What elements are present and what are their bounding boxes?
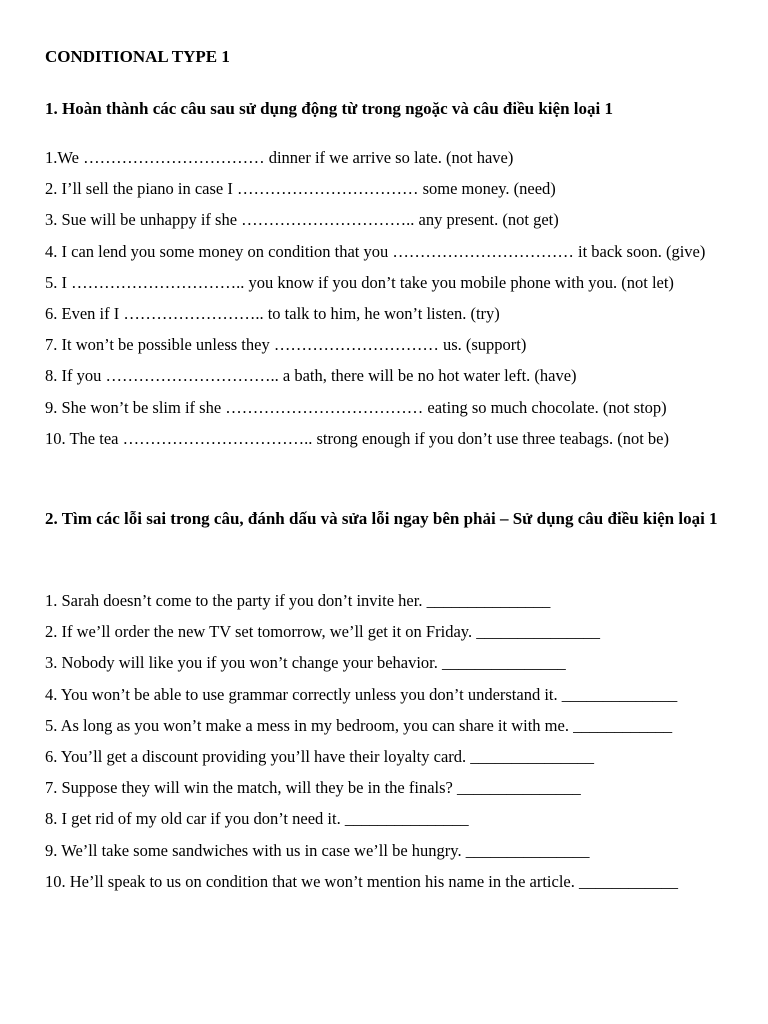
document-title: CONDITIONAL TYPE 1 [45,47,230,66]
exercise-item: 1. Sarah doesn’t come to the party if you don’t invite her. _______________ [45,591,551,610]
exercise-item: 2. I’ll sell the piano in case I …………………………… some money. (need) [45,179,556,199]
exercise-item: 6. You’ll get a discount providing you’ll have their loyalty card. _______________ [45,747,595,767]
exercise-item: 9. She won’t be slim if she ……………………………… eating so much chocolate. (not stop) [45,397,667,417]
exercise-item: 4. I can lend you some money on condition that you …………………………… it back soon. (give) [45,241,706,261]
exercise-item: 3. Nobody will like you if you won’t change your behavior. _______________ [45,653,566,673]
section-2-heading: 2. Tìm các lỗi sai trong câu, đánh dấu và sửa lỗi ngay bên phải – Sử dụng câu điều kiện loại 1 [45,509,718,528]
section-2-exercise-list [45,585,735,897]
exercise-item: 5. I ………………………….. you know if you don’t take you mobile phone with you. (not let) [45,272,674,292]
exercise-item: 10. The tea …………………………….. strong enough if you don’t use three teabags. (not be) [45,428,669,448]
exercise-item: 8. I get rid of my old car if you don’t need it. _______________ [45,809,469,829]
section-1-heading: 1. Hoàn thành các câu sau sử dụng động từ trong ngoặc và câu điều kiện loại 1 [45,99,613,118]
exercise-item: 2. If we’ll order the new TV set tomorrow, we’ll get it on Friday. _______________ [45,622,600,642]
exercise-item: 10. He’ll speak to us on condition that we won’t mention his name in the article. ____________ [45,871,679,891]
exercise-item: 4. You won’t be able to use grammar correctly unless you don’t understand it. ______________ [45,684,678,704]
exercise-item: 3. Sue will be unhappy if she ………………………….. any present. (not get) [45,210,559,230]
exercise-item: 6. Even if I …………………….. to talk to him, he won’t listen. (try) [45,304,500,324]
exercise-item: 7. Suppose they will win the match, will they be in the finals? _______________ [45,778,581,798]
section-1-exercise-list [45,142,735,454]
exercise-item: 5. As long as you won’t make a mess in my bedroom, you can share it with me. ____________ [45,715,673,735]
exercise-item: 7. It won’t be possible unless they ………………………… us. (support) [45,335,527,355]
exercise-item: 8. If you ………………………….. a bath, there will be no hot water left. (have) [45,366,577,386]
exercise-item: 9. We’ll take some sandwiches with us in case we’ll be hungry. _______________ [45,840,590,860]
exercise-item: 1.We …………………………… dinner if we arrive so late. (not have) [45,148,514,167]
